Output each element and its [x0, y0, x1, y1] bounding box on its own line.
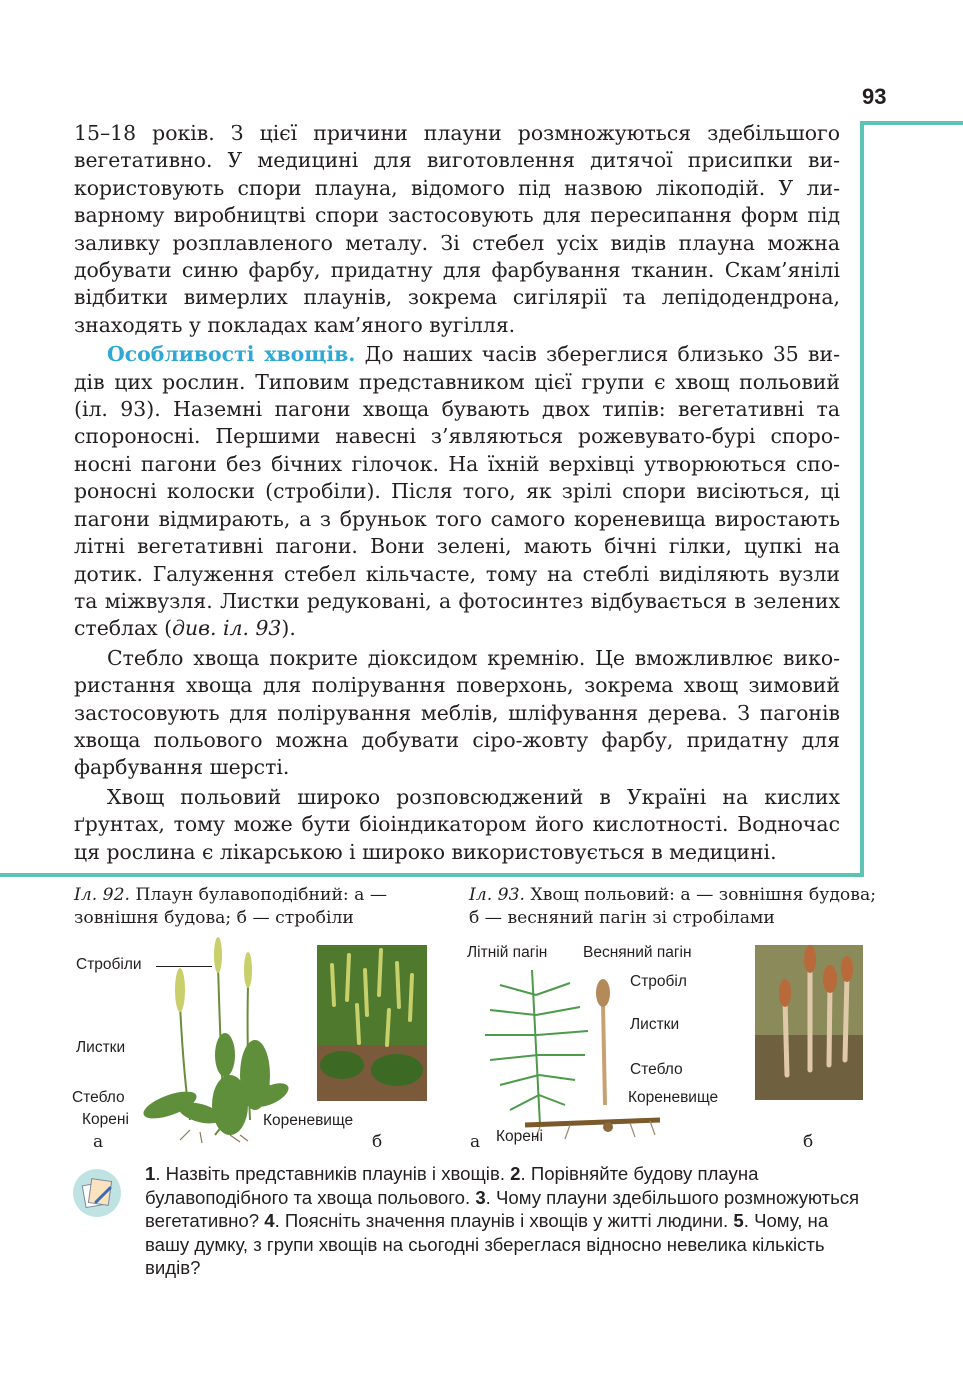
label-stem-92: Стебло: [72, 1089, 125, 1106]
subfigure-a-92: а: [93, 1132, 104, 1152]
paragraph-2-text-b: ).: [281, 616, 296, 641]
question-1-number: 1: [145, 1163, 156, 1184]
paragraph-4: Хвощ польовий широко розповсюджений в Україні на кислих ґрунтах, тому може бути біоіндикатором його кислотності. Водночас ця рослина є лікарською і широко використовується в медицині.: [74, 784, 840, 864]
main-text: [74, 120, 840, 866]
paragraph-2: [74, 341, 840, 642]
clubmoss-strobili-photo: [317, 945, 427, 1101]
question-3-text: . Чому плауни здебільшого розмножуються вегетативно?: [145, 1186, 860, 1231]
subfigure-b-93: б: [803, 1132, 814, 1152]
figure-reference: див. іл. 93: [172, 616, 282, 641]
paragraph-2-text-a: До наших часів збереглися близько 35 видів цих рослин. Типовим представником цієї групи є хвощ польовий (іл. 93). Наземні пагони хвоща бувають двох типів: вегетативні та спороносні. Першими навесні з’являються рожевувато-бурі спороносні пагони без бічних гілочок. На їхній верхівці утворюються спороносні колоски (стробіли). Після того, як зрілі спори висіються, ці пагони відмирають, а з бруньок того самого кореневища виростають літні вегетативні пагони. Вони зелені, мають бічні гілки, цупкі на дотик. Галуження стебел кільчасте, тому на стеблі виділяють вузли та міжвузля. Листки редуковані, а фотосинтез відбувається в зелених стеблах (: [74, 342, 840, 641]
label-roots-92: Корені: [82, 1111, 129, 1128]
section-heading-horsetails: Особливості хвощів.: [107, 342, 356, 367]
figure-92-caption-text: Плаун булавоподібний: а — зовнішня будова; б — стробіли: [74, 885, 388, 928]
figure-92-label: Іл. 92.: [74, 885, 130, 905]
frame-bottom-line: [0, 873, 864, 877]
question-4-text: . Поясніть значення плаунів і хвощів у житті людини.: [274, 1210, 734, 1231]
question-3-number: 3: [475, 1186, 486, 1208]
label-spring-shoot: Весняний пагін: [583, 944, 692, 961]
paragraph-3: Стебло хвоща покрите діоксидом кремнію. Це вможливлює використання хвоща для полірування поверхонь, зокрема хвощ зимовий застосовують для полірування меблів, шліфування дерева. З пагонів хвоща польового можна добувати сіро-жовту фарбу, придатну для фарбування шерсті.: [74, 645, 840, 780]
label-leaves-92: Листки: [76, 1039, 126, 1056]
question-5-number: 5: [733, 1210, 744, 1231]
subfigure-b-92: б: [372, 1132, 383, 1152]
question-2-text: . Порівняйте будову плауна булавоподібного та хвоща польового.: [145, 1163, 759, 1208]
label-strobil-93: Стробіл: [630, 973, 687, 990]
label-stem-93: Стебло: [630, 1061, 683, 1078]
question-2-number: 2: [510, 1163, 521, 1184]
label-rhizome-93: Кореневище: [628, 1089, 719, 1106]
frame-right-line: [860, 121, 864, 877]
question-5-text: . Чому, на вашу думку, з групи хвощів на сьогодні збереглася відносно невелика кількість видів?: [145, 1210, 829, 1278]
question-1-text: . Назвіть представників плаунів і хвощів.: [155, 1163, 511, 1184]
figure-93-caption-text: Хвощ польовий: а — зовнішня будова; б — весняний пагін зі стробілами: [469, 885, 876, 928]
review-questions: [145, 1162, 865, 1280]
leader-line: [156, 966, 212, 967]
subfigure-a-93: а: [470, 1132, 481, 1152]
label-rhizome-92: Кореневище: [263, 1112, 354, 1129]
figure-92-caption: [74, 884, 444, 930]
question-4-number: 4: [264, 1210, 275, 1231]
page-number: 93: [862, 84, 887, 109]
notes-icon: [72, 1168, 122, 1218]
figure-93-caption: [469, 884, 889, 930]
figure-93-label: Іл. 93.: [469, 885, 525, 905]
label-summer-shoot: Літній пагін: [467, 944, 548, 961]
label-leaves-93: Листки: [630, 1016, 680, 1033]
frame-top-line: [864, 121, 963, 125]
paragraph-1: 15–18 років. З цієї причини плауни розмножуються здебільшого вегетативно. У медицині для виготовлення дитячої присипки використовують спори плауна, відомого під назвою лікоподій. У ливарному виробництві спори застосовують для пересипання форм під заливку розплавленого металу. Зі стебел усіх видів плауна можна добувати синю фарбу, придатну для фарбування тканин. Скам’янiлі відбитки вимерлих плаунів, зокрема сигілярії та лепідодендрона, знаходять у покладах кам’яного вугілля.: [74, 121, 840, 337]
label-strobili-92: Стробіли: [76, 956, 142, 973]
horsetail-spring-photo: [755, 945, 863, 1100]
label-roots-93: Корені: [496, 1128, 543, 1145]
